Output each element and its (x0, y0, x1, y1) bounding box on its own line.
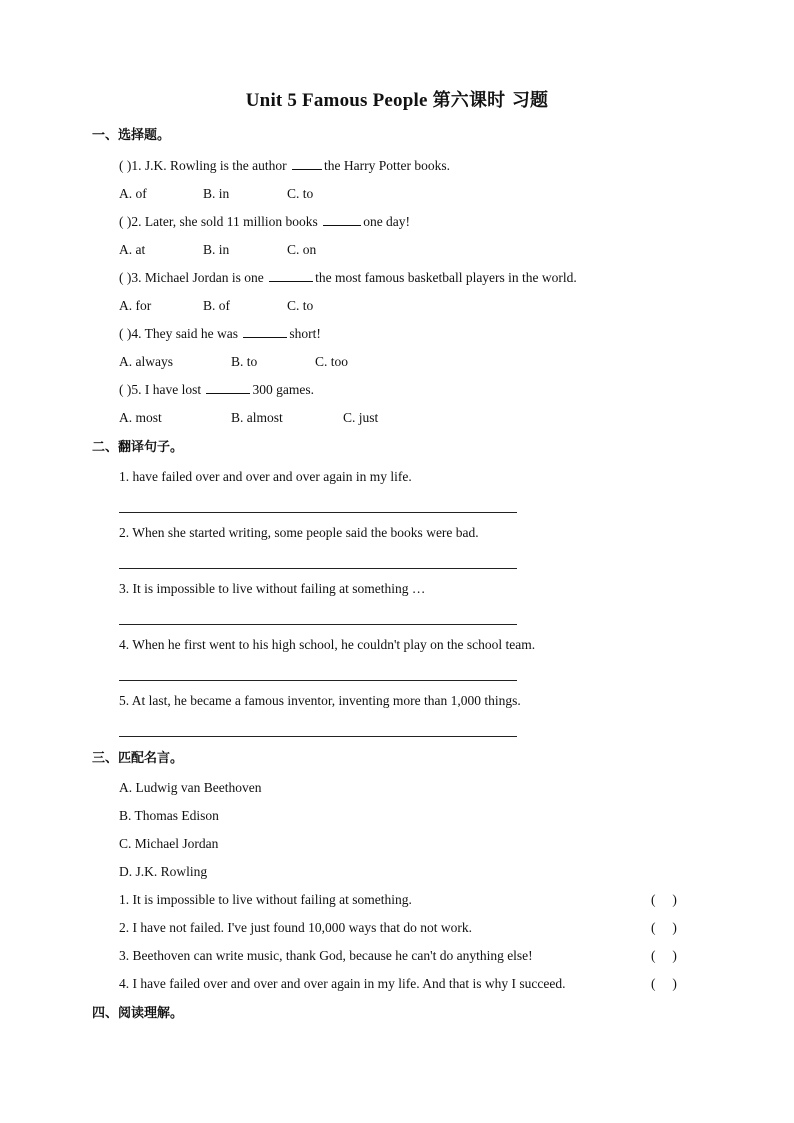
option-b: B. in (203, 242, 230, 257)
option-b: B. in (203, 186, 230, 201)
option-c: C. to (287, 186, 314, 201)
answer-paren-4[interactable]: ( ) (651, 976, 677, 991)
question-stem: ( )2. Later, she sold 11 million books (119, 214, 322, 229)
page-title (0, 86, 794, 112)
option-a: A. of (119, 186, 147, 201)
question-1 (119, 158, 450, 174)
section-heading-choice: 一、选择题。 (92, 128, 171, 143)
person-b: B. Thomas Edison (119, 808, 219, 823)
answer-paren-1[interactable]: ( ) (651, 892, 677, 907)
option-c: C. too (315, 354, 349, 369)
section-heading-reading: 四、阅读理解。 (92, 1006, 184, 1021)
quote-3: 3. Beethoven can write music, thank God, because he can't do anything else! (119, 948, 533, 963)
person-c: C. Michael Jordan (119, 836, 219, 851)
quote-4: 4. I have failed over and over and over again in my life. And that is why I succeed. (119, 976, 566, 991)
section-heading-translate: 二、翻译句子。 (92, 440, 184, 455)
translate-item-1: 1. have failed over and over and over again in my life. (119, 469, 412, 484)
title-english: Unit 5 Famous People (245, 90, 428, 111)
title-chinese: 第六课时 习题 (432, 90, 549, 111)
quote-1: 1. It is impossible to live without failing at something. (119, 892, 412, 907)
answer-blank[interactable] (323, 224, 361, 226)
option-c: C. to (287, 298, 314, 313)
question-stem: ( )5. I have lost (119, 382, 205, 397)
quote-2: 2. I have not failed. I've just found 10,000 ways that do not work. (119, 920, 472, 935)
option-b: B. of (203, 298, 230, 313)
answer-blank[interactable] (269, 280, 313, 282)
option-b: B. almost (231, 410, 283, 425)
translate-item-2: 2. When she started writing, some people said the books were bad. (119, 525, 479, 540)
question-2 (119, 214, 410, 230)
option-c: C. on (287, 242, 317, 257)
option-a: A. most (119, 410, 162, 425)
question-4 (119, 326, 321, 342)
answer-line-1[interactable] (119, 512, 517, 513)
person-a: A. Ludwig van Beethoven (119, 780, 262, 795)
question-3 (119, 270, 577, 286)
question-stem-end: the Harry Potter books. (324, 158, 450, 173)
answer-blank[interactable] (292, 168, 322, 170)
translate-item-4: 4. When he first went to his high school, he couldn't play on the school team. (119, 637, 536, 652)
answer-line-4[interactable] (119, 680, 517, 681)
answer-line-2[interactable] (119, 568, 517, 569)
question-stem-end: the most famous basketball players in the world. (315, 270, 577, 285)
person-d: D. J.K. Rowling (119, 864, 208, 879)
translate-item-3: 3. It is impossible to live without failing at something … (119, 581, 426, 596)
answer-line-5[interactable] (119, 736, 517, 737)
answer-blank[interactable] (206, 392, 250, 394)
question-stem-end: short! (289, 326, 321, 341)
translate-item-5: 5. At last, he became a famous inventor, inventing more than 1,000 things. (119, 693, 521, 708)
option-a: A. for (119, 298, 152, 313)
question-stem: ( )3. Michael Jordan is one (119, 270, 268, 285)
answer-paren-2[interactable]: ( ) (651, 920, 677, 935)
answer-paren-3[interactable]: ( ) (651, 948, 677, 963)
answer-blank[interactable] (243, 336, 287, 338)
question-stem: ( )4. They said he was (119, 326, 242, 341)
question-stem-end: one day! (363, 214, 411, 229)
option-b: B. to (231, 354, 258, 369)
option-a: A. always (119, 354, 173, 369)
answer-line-3[interactable] (119, 624, 517, 625)
option-a: A. at (119, 242, 146, 257)
section-heading-match: 三、匹配名言。 (92, 751, 184, 766)
option-c: C. just (343, 410, 379, 425)
question-stem-end: 300 games. (252, 382, 314, 397)
question-5 (119, 382, 314, 398)
question-stem: ( )1. J.K. Rowling is the author (119, 158, 290, 173)
